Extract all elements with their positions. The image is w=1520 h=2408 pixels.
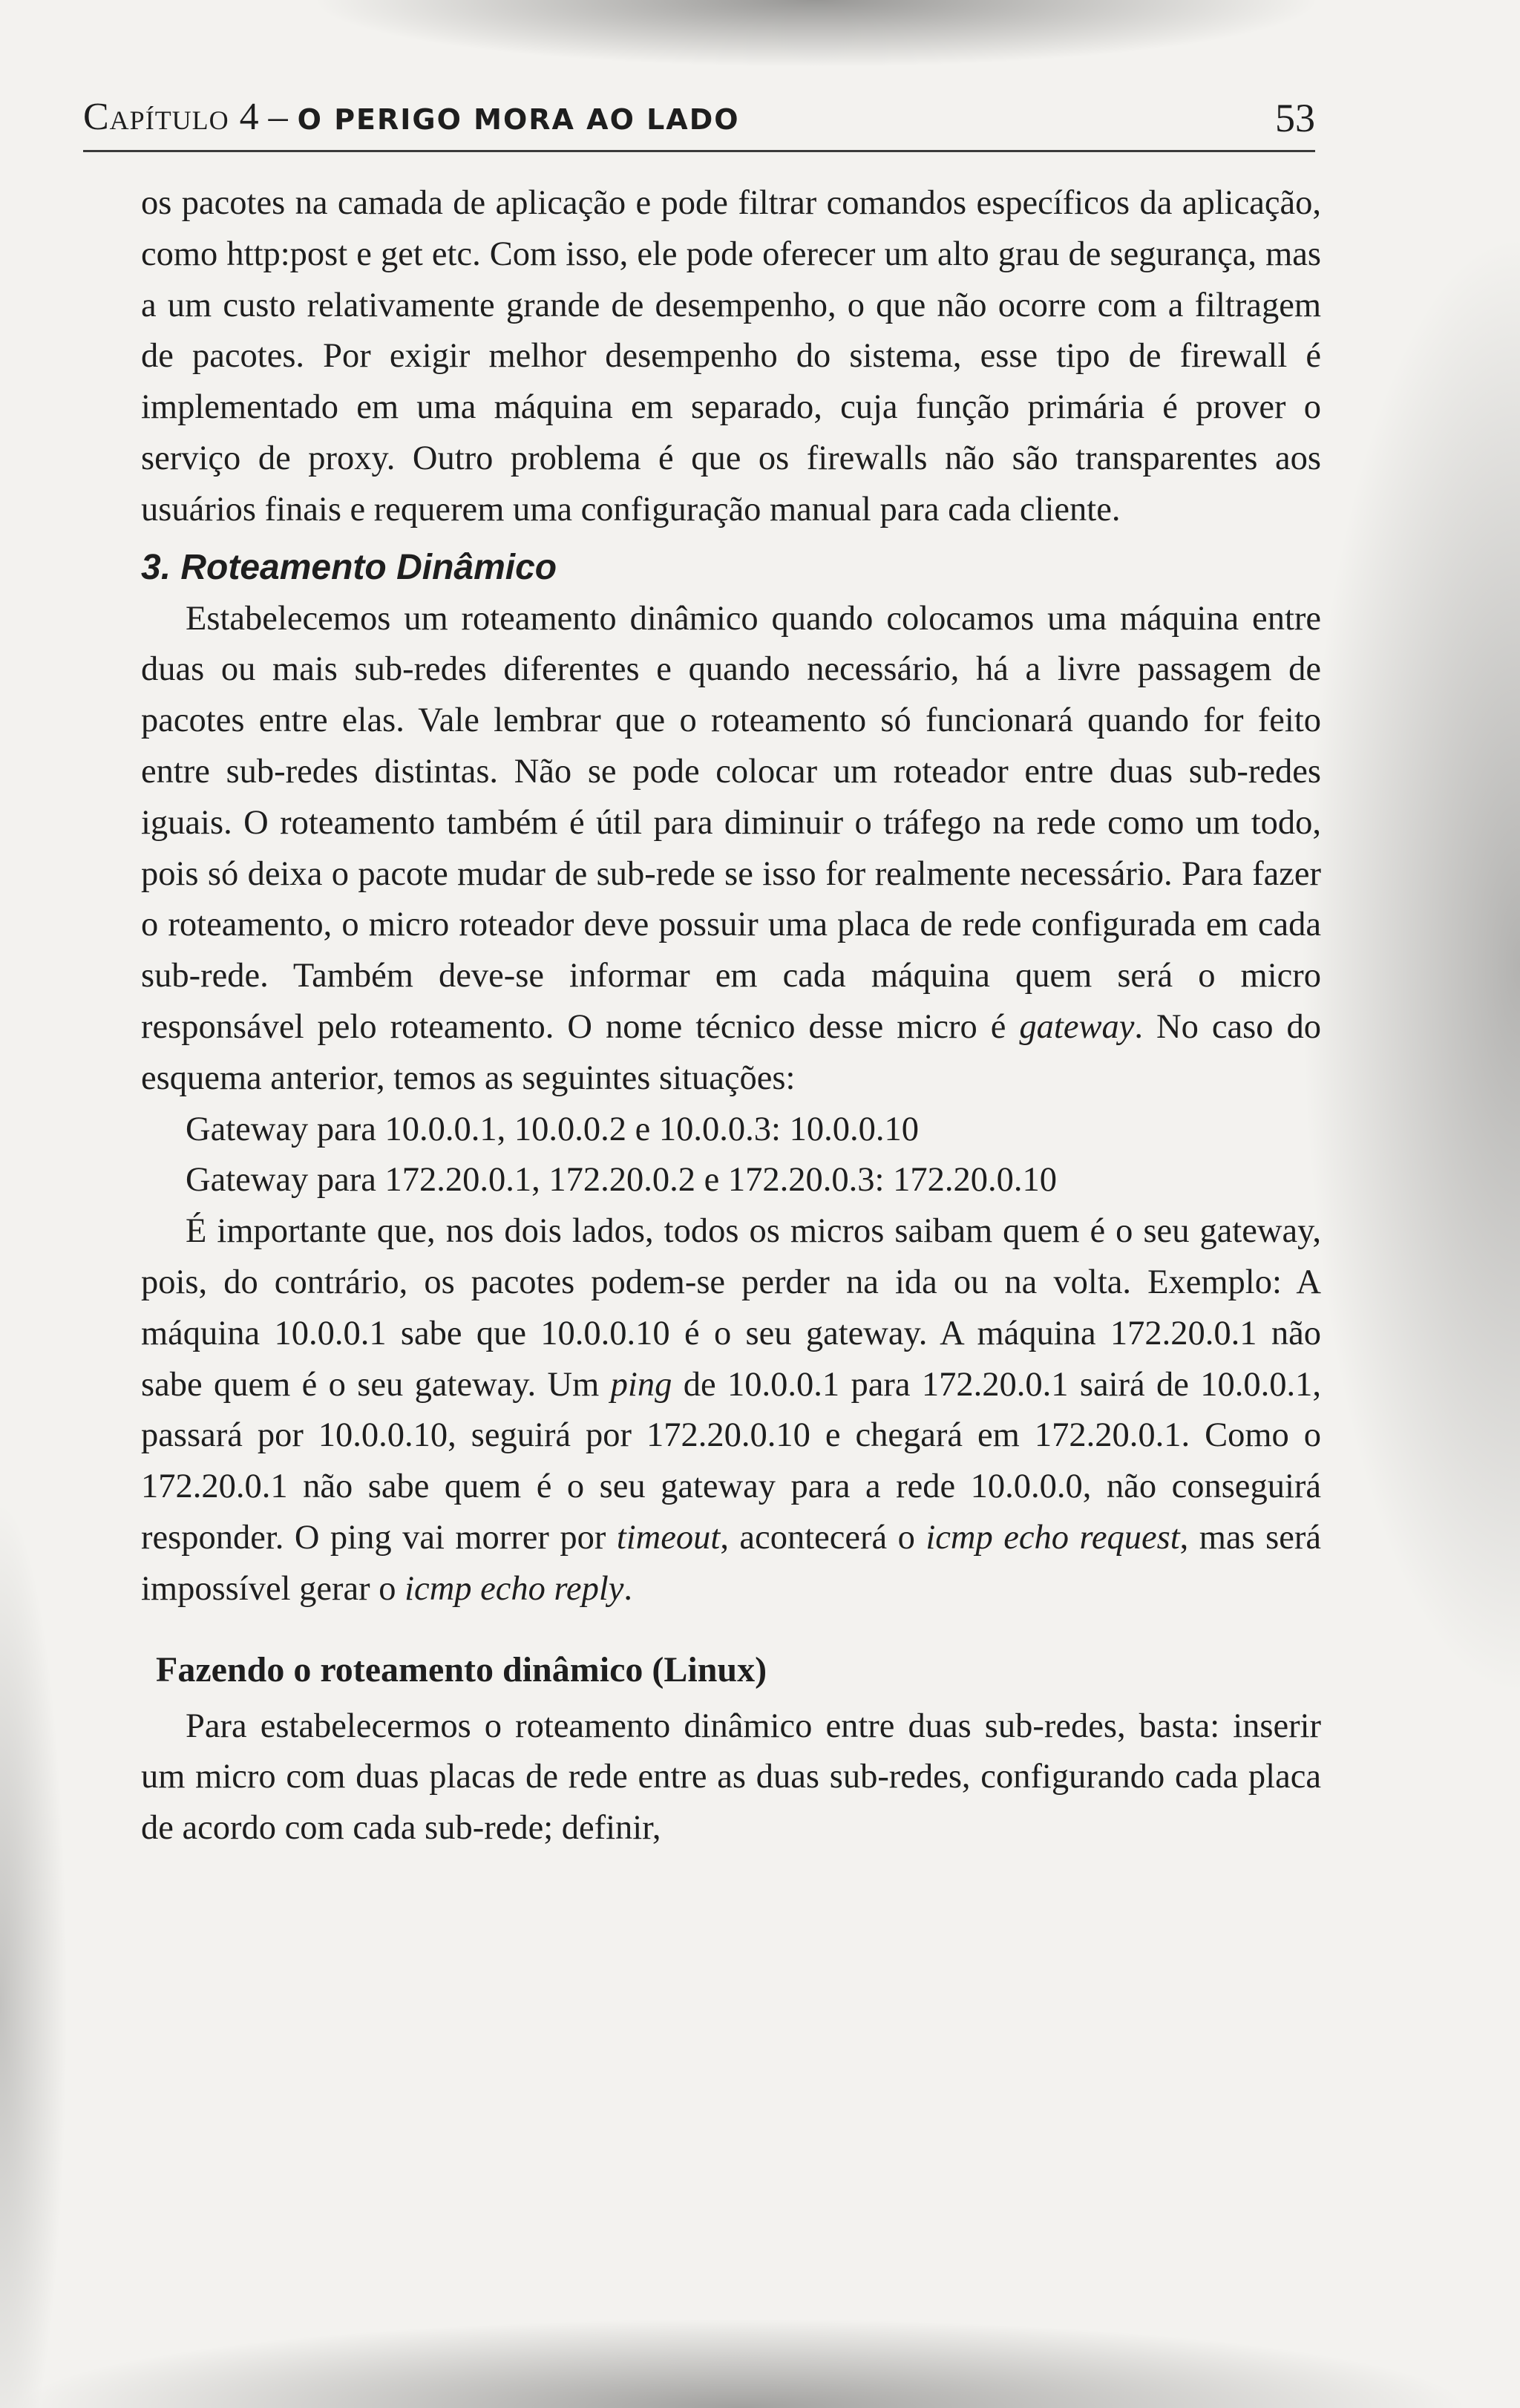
gateway-line: Gateway para 10.0.0.1, 10.0.0.2 e 10.0.0.3: 10.0.0.10 — [186, 1110, 919, 1148]
header-rule — [83, 150, 1315, 152]
body-paragraph — [141, 1206, 1321, 1614]
paragraph-text: É importante que, nos dois lados, todos os micros saibam quem é o seu gateway, pois, do contrário, os pacotes podem-se perder na ida ou na volta. Exemplo: A máquina 10.0.0.1 sabe que 10.0.0.10 é o seu gateway. A máquina 172.20.0.1 não sabe quem é o seu gateway. Um — [141, 1212, 1321, 1404]
italic-term: icmp echo reply — [404, 1569, 624, 1608]
paragraph-text: de 10.0.0.1 para 172.20.0.1 sairá de 10.0.0.1, passará por 10.0.0.10, seguirá por 172.20.0.10 e chegará em 172.20.0.1. Como o 172.20.0.1 não sabe quem é o seu gateway para a rede 10.0.0.0, não conseguirá responder. O ping vai morrer por — [141, 1365, 1321, 1557]
italic-term: gateway — [1019, 1007, 1135, 1046]
chapter-name: O PERIGO MORA AO LADO — [297, 103, 740, 136]
chapter-title — [83, 95, 740, 139]
paragraph-text: . — [623, 1569, 632, 1608]
page-number: 53 — [1275, 96, 1315, 140]
paragraph-text: Estabelecemos um roteamento dinâmico quando colocamos uma máquina entre duas ou mais sub-redes diferentes e quando necessário, há a livre passagem de pacotes entre elas. Vale lembrar que o roteamento só funcionará quando for feito entre sub-redes distintas. Não se pode colocar um roteador entre duas sub-redes iguais. O roteamento também é útil para diminuir o tráfego na rede como um todo, pois só deixa o pacote mudar de sub-rede se isso for realmente necessário. Para fazer o roteamento, o micro roteador deve possuir uma placa de rede configurada em cada sub-rede. Também deve-se informar em cada máquina quem será o micro responsável pelo roteamento. O nome técnico desse micro é — [141, 599, 1321, 1046]
page-body — [141, 178, 1321, 1854]
running-header — [83, 95, 1315, 154]
header-dash: – — [268, 96, 289, 138]
paragraph-text: , acontecerá o — [720, 1518, 926, 1557]
body-paragraph: Para estabelecermos o roteamento dinâmico entre duas sub-redes, basta: inserir um micro com duas placas de rede entre as duas sub-redes, configurando cada placa de acordo com cada sub-rede; definir, — [141, 1707, 1321, 1848]
paragraph-text: . No caso do esquema anterior, temos as seguintes situações: — [141, 1007, 1321, 1097]
italic-term: ping — [610, 1365, 672, 1404]
paragraph-text: , mas será impossível gerar o — [141, 1518, 1321, 1608]
italic-term: icmp echo request — [926, 1518, 1180, 1557]
sub-heading: Fazendo o roteamento dinâmico (Linux) — [156, 1649, 767, 1689]
gateway-line: Gateway para 172.20.0.1, 172.20.0.2 e 172.20.0.3: 172.20.0.10 — [186, 1161, 1057, 1200]
italic-term: timeout — [616, 1518, 721, 1557]
body-paragraph — [141, 594, 1321, 1105]
body-paragraph: os pacotes na camada de aplicação e pode filtrar comandos específicos da aplicação, como http:post e get etc. Com isso, ele pode oferecer um alto grau de segurança, mas a um custo relativamente grande de desempenho, o que não ocorre com a filtragem de pacotes. Por exigir melhor desempenho do sistema, esse tipo de firewall é implementado em uma máquina em separado, cuja função primária é prover o serviço de proxy. Outro problema é que os firewalls não são transparentes aos usuários finais e requerem uma configuração manual para cada cliente. — [141, 184, 1321, 529]
chapter-label: Capítulo 4 — [83, 96, 260, 138]
section-heading: 3. Roteamento Dinâmico — [141, 547, 557, 587]
